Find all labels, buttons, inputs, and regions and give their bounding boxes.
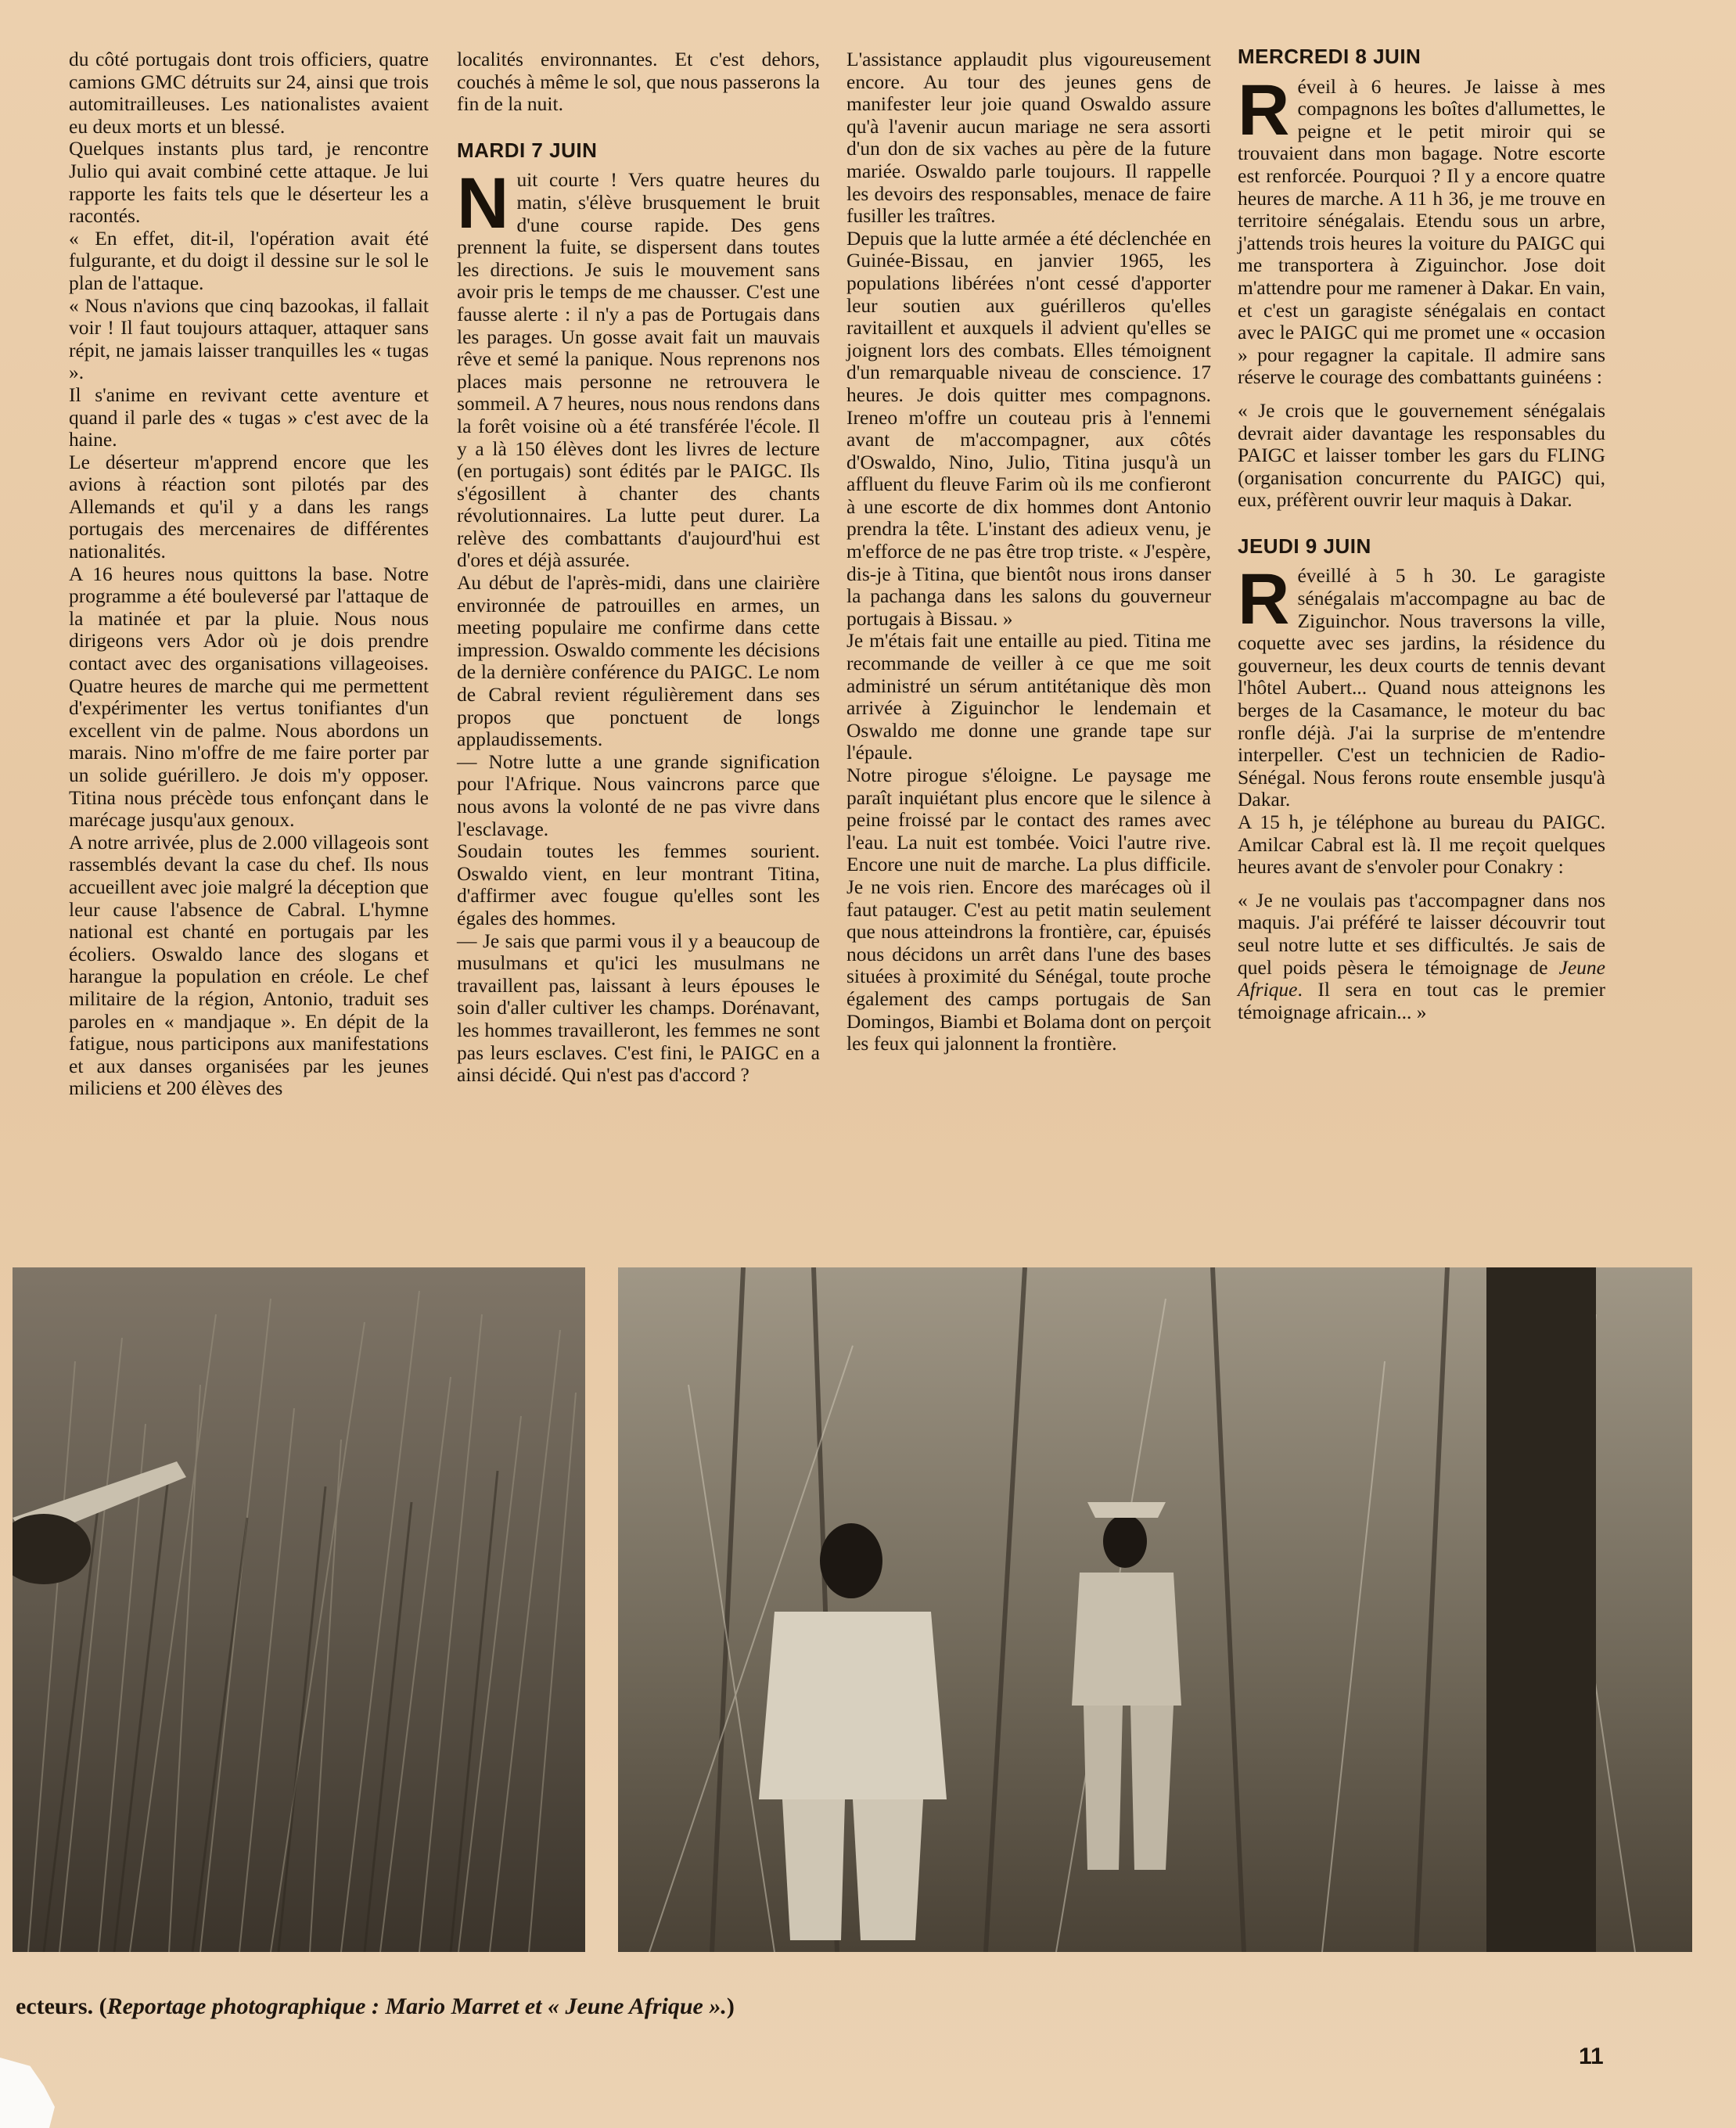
drop-cap: R xyxy=(1238,559,1290,640)
paragraph: Notre pirogue s'éloigne. Le paysage me paraît inquiétant plus encore que le silence à peine froissé par le contact des rames avec l'eau. La nuit est tombée. Voici l'autre rive. Encore une nuit de marche. La plus difficile. Je ne vois rien. Encore des marécages où il faut patauger. C'est au petit matin seulement que nous atteindrons la frontière, car, épuisés nous décidons un arrêt dans l'une des bases situées à proximité du Sénégal, toute proche également des camps portugais de San Domingos, Biambi et Bolama dont on perçoit les feux qui jalonnent la frontière. xyxy=(846,764,1211,1055)
photo-caption: ecteurs. (Reportage photographique : Mario Marret et « Jeune Afrique ».) xyxy=(16,1993,735,2019)
photo-tall-grass-guerrilla xyxy=(13,1267,585,1952)
section-heading-mercredi: MERCREDI 8 JUIN xyxy=(1238,45,1422,68)
paragraph: éveil à 6 heures. Je laisse à mes compagnons les boîtes d'allumettes, le peigne et le petit miroir qui se trouvaient dans mon bagage. Notre escorte est renforcée. Pourquoi ? Il y a encore quatre heures de marche. A 11 h 36, je me trouve en territoire sénégalais. Etendu sous un arbre, j'attends trois heures la voiture du PAIGC qui me transportera à Ziguinchor. Jose doit m'attendre pour me ramener à Dakar. En vain, et c'est un garagiste sénégalais en contact avec le PAIGC qui me promet une « occasion » pour regagner la capitale. Il admire sans réserve le courage des combattants guinéens : xyxy=(1238,74,1605,389)
paragraph: Au début de l'après-midi, dans une clairière environnée de patrouilles en armes, un meeting populaire me confirme dans cette impression. Oswaldo commente les décisions de la dernière conférence du PAIGC. Le nom de Cabral revient régulièrement dans ses propos que ponctuent de longs applaudissements. xyxy=(457,571,820,751)
drop-cap: R xyxy=(1238,70,1290,150)
paragraph: uit courte ! Vers quatre heures du matin, s'élève brusquement le bruit d'une course rapide. Des gens prennent la fuite, se dispersent dans toutes les directions. Je suis le mouvement sans avoir pris le temps de me chausser. C'est une fausse alerte : il n'y a pas de Portugais dans les parages. Un gosse avait fait un mauvais rêve et semé la panique. Nous reprenons nos places mais personne ne retrouvera le sommeil. A 7 heures, nous nous rendons dans la forêt voisine où a été transférée l'école. Il y a là 150 élèves dont les livres de lecture (en portugais) sont édités par le PAIGC. Ils s'égosillent à chanter des chants révolutionnaires. La lutte peut durer. La relève des combattants d'aujourd'hui est d'ores et déjà assurée. xyxy=(457,168,820,572)
paragraph: Je m'étais fait une entaille au pied. Titina me recommande de veiller à ce que me soit administré un sérum antitétanique dès mon arrivée à Ziguinchor le lendemain et Oswaldo me donne une grande tape sur l'épaule. xyxy=(846,629,1211,764)
paragraph: — Je sais que parmi vous il y a beaucoup de musulmans et qu'ici les musulmans ne travaillent pas, laissant à leurs épouses le soin d'aller cultiver les champs. Dorénavant, les hommes travailleront, les femmes ne sont pas leurs esclaves. C'est fini, le PAIGC en a ainsi décidé. Qui n'est pas d'accord ? xyxy=(457,929,820,1087)
paragraph: « En effet, dit-il, l'opération avait été fulgurante, et du doigt il dessine sur le sol le plan de l'attaque. xyxy=(69,226,429,294)
paragraph: Quelques instants plus tard, je rencontre Julio qui avait combiné cette attaque. Je lui rapporte les faits tels que le déserteur les a racontés. xyxy=(69,137,429,228)
forest-photo-image xyxy=(618,1267,1692,1952)
grass-photo-image xyxy=(13,1267,585,1952)
paragraph: éveillé à 5 h 30. Le garagiste sénégalais m'accompagne au bac de Ziguinchor. Nous traversons la ville, coquette avec ses jardins, la résidence du gouverneur, les deux courts de tennis devant l'hôtel Aubert... Quand nous atteignons les berges de la Casamance, le moteur du bac ronfle déjà. J'ai la surprise de m'entendre interpeller. C'est un technicien de Radio-Sénégal. Nous ferons route ensemble jusqu'à Dakar. xyxy=(1238,564,1605,811)
photo-forest-two-men xyxy=(618,1267,1692,1952)
paragraph: — Notre lutte a une grande signification pour l'Afrique. Nous vaincrons parce que nous avons la volonté de ne pas vivre dans l'esclavage. xyxy=(457,749,820,840)
paragraph: L'assistance applaudit plus vigoureusement encore. Au tour des jeunes gens de manifester leur joie quand Oswaldo assure qu'à l'avenir aucun mariage ne sera assorti d'un don de six vaches au père de la future mariée. Oswaldo parle toujours. Il rappelle les devoirs des responsables, menace de faire fusiller les traîtres. xyxy=(846,48,1211,228)
paragraph: A 16 heures nous quittons la base. Notre programme a été bouleversé par l'attaque de la matinée et par la pluie. Nous nous dirigeons vers Ador où je dois prendre contact avec des organisations villageoises. Quatre heures de marche qui me permettent d'expérimenter les vertus tonifiantes d'un excellent vin de palme. Nous abordons un marais. Nino m'offre de me faire porter par un solide guérillero. Je dois m'y opposer. Titina nous précède tous enfonçant dans le marécage jusqu'aux genoux. xyxy=(69,562,429,832)
text-column-4 xyxy=(1238,45,1605,1023)
text-column-1 xyxy=(69,49,429,1100)
section-heading-jeudi: JEUDI 9 JUIN xyxy=(1238,534,1371,558)
paragraph: Soudain toutes les femmes sourient. Oswaldo vient, en leur montrant Titina, d'affirmer avec fougue qu'elles sont les égales des hommes. xyxy=(457,839,820,929)
text-column-2 xyxy=(457,49,820,1087)
paragraph: A 15 h, je téléphone au bureau du PAIGC. Amilcar Cabral est là. Il me reçoit quelques heures avant de s'envoler pour Conakry : xyxy=(1238,811,1605,879)
paragraph: Depuis que la lutte armée a été déclenchée en Guinée-Bissau, en janvier 1965, les populations libérées n'ont cessé d'apporter leur soutien aux guérilleros qu'elles ravitaillent et auxquels il advient qu'elles se joignent lors des combats. Elles témoignent d'un remarquable niveau de conscience. 17 heures. Je dois quitter mes compagnons. Ireneo m'offre un couteau pris à l'ennemi avant de m'accompagner, aux côtés d'Oswaldo, Nino, Julio, Titina jusqu'à un affluent du fleuve Farim où ils me confieront à une escorte de dix hommes dont Antonio prendra la tête. L'instant des adieux venu, je m'efforce de ne pas être trop triste. « J'espère, dis-je à Titina, que bientôt nous irons danser la pachanga dans les salons du gouverneur portugais à Bissau. » xyxy=(846,226,1211,630)
paragraph: A notre arrivée, plus de 2.000 villageois sont rassemblés devant la case du chef. Ils nous accueillent avec joie malgré la déception que leur cause l'absence de Cabral. L'hymne national est chanté en portugais par les écoliers. Oswaldo lance des slogans et harangue la population en créole. Le chef militaire de la région, Antonio, traduit ses paroles en « mandjaque ». En dépit de la fatigue, nous participons aux manifestations et aux danses organisées par les jeunes miliciens et 200 élèves des xyxy=(69,830,429,1100)
quote-paragraph: « Je ne voulais pas t'accompagner dans nos maquis. J'ai préféré te laisser découvrir tout seul notre lutte et ses difficultés. Je sais de quel poids pèsera le témoignage de Jeune Afrique. Il sera en tout cas le premier témoignage africain... » xyxy=(1238,888,1605,1023)
quote-paragraph: « Je crois que le gouvernement sénégalais devrait aider davantage les responsables du PAIGC et laisser tomber les gars du FLING (organisation concurrente du PAIGC) qui, eux, préfèrent ouvrir leur maquis à Dakar. xyxy=(1238,398,1605,512)
paragraph: Le déserteur m'apprend encore que les avions à réaction sont pilotés par des Allemands et qu'il y a dans les rangs portugais des mercenaires de différentes nationalités. xyxy=(69,450,429,563)
tree-trunk xyxy=(1486,1267,1596,1952)
text-column-3 xyxy=(846,49,1211,1055)
paragraph: Il s'anime en revivant cette aventure et quand il parle des « tugas » c'est avec de la haine. xyxy=(69,383,429,451)
section-heading-mardi: MARDI 7 JUIN xyxy=(457,138,598,162)
paragraph: « Nous n'avions que cinq bazookas, il fallait voir ! Il faut toujours attaquer, attaquer sans répit, ne jamais laisser tranquilles les « tugas ». xyxy=(69,293,429,384)
paragraph: du côté portugais dont trois officiers, quatre camions GMC détruits sur 24, ainsi que trois automitrailleuses. Les nationalistes avaient eu deux morts et un blessé. xyxy=(69,48,429,138)
paragraph: localités environnantes. Et c'est dehors, couchés à même le sol, que nous passerons la fin de la nuit. xyxy=(457,48,820,116)
drop-cap: N xyxy=(457,164,509,244)
page-number: 11 xyxy=(1579,2044,1604,2069)
